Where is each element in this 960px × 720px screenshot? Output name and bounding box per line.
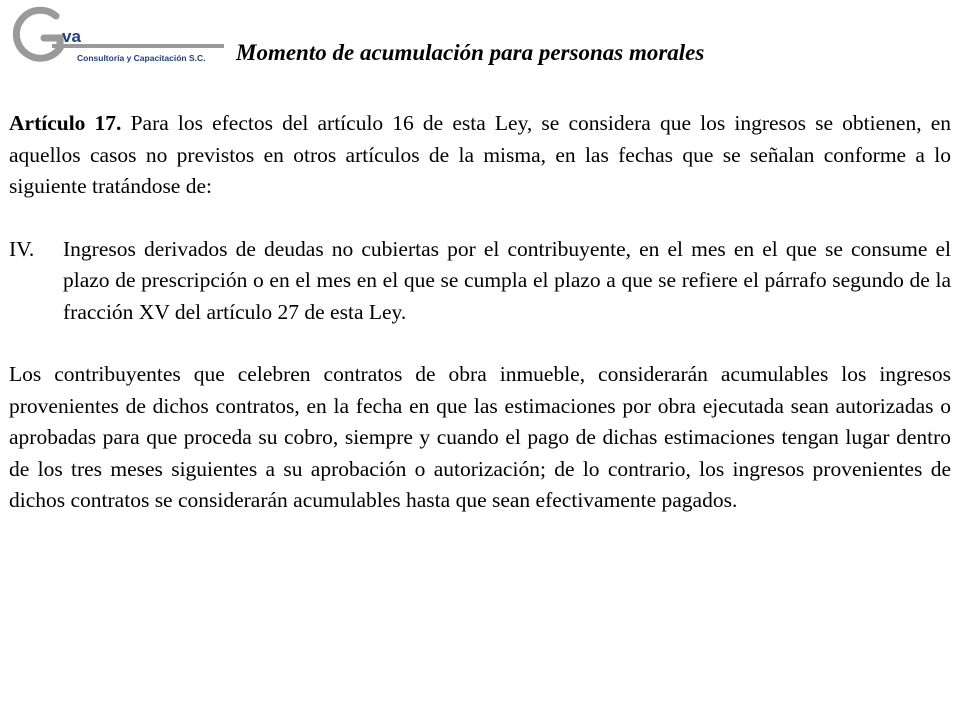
company-logo (4, 4, 234, 72)
document-body (9, 108, 951, 517)
logo-company-text: Consultoría y Capacitación S.C. (77, 53, 206, 63)
logo-va-text: va (62, 27, 81, 46)
item-text: Ingresos derivados de deudas no cubiertas por el contribuyente, en el mes en el que se consume el plazo de prescripción o en el mes en el que se cumpla el plazo a que se refiere el párrafo segundo de la fracción XV del artículo 27 de esta Ley. (63, 236, 951, 324)
logo-graphic (4, 4, 234, 72)
article-label: Artículo 17. (9, 111, 122, 135)
list-item (9, 234, 951, 329)
article-text: Para los efectos del artículo 16 de esta Ley, se considera que los ingresos se obtienen, en aquellos casos no previstos en otros artículos de la misma, en las fechas que se señalan conforme a lo siguiente tratándose de: (9, 111, 951, 198)
logo-g-mark (16, 10, 60, 58)
page-title: Momento de acumulación para personas morales (236, 40, 705, 65)
item-numeral: IV. (9, 236, 35, 261)
contracts-paragraph: Los contribuyentes que celebren contratos de obra inmueble, considerarán acumulables los ingresos provenientes de dichos contratos, en la fecha en que las estimaciones por obra ejecutada sean autorizadas o aprobadas para que proceda su cobro, siempre y cuando el pago de dichas estimaciones tengan lugar dentro de los tres meses siguientes a su aprobación o autorización; de lo contrario, los ingresos provenientes de dichos contratos se considerarán acumulables hasta que sean efectivamente pagados. (9, 362, 951, 512)
article-paragraph (9, 108, 951, 203)
